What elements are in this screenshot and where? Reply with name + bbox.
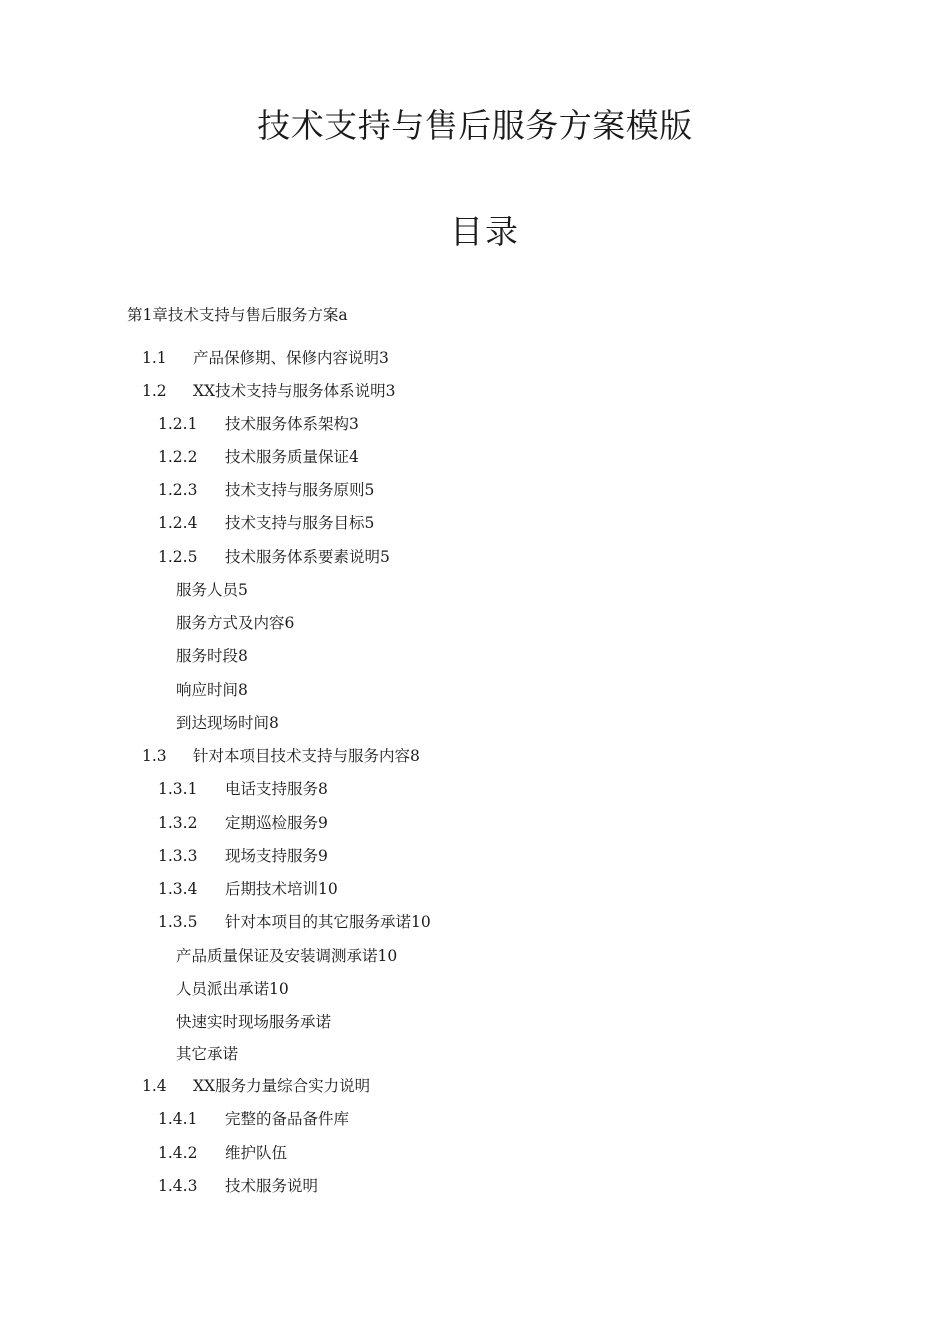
toc-entry-text: 现场支持服务9 [225,847,328,865]
toc-entry-number: 1.3.5 [158,913,198,931]
toc-entry-text: 到达现场时间8 [176,714,279,732]
toc-entry-number: 1.3.2 [158,814,198,832]
toc-entry-text: XX服务力量综合实力说明 [193,1077,371,1095]
toc-entry-text: 电话支持服务8 [225,780,328,798]
toc-entry[interactable] [176,646,248,666]
toc-entry-number: 1.3.1 [158,780,198,798]
toc-entry-text: 第1章技术支持与售后服务方案a [127,306,348,324]
toc-entry-number: 1.2.2 [158,448,198,466]
toc-entry-text: 产品保修期、保修内容说明3 [193,349,389,367]
toc-entry-text: XX技术支持与服务体系说明3 [193,382,396,400]
toc-entry[interactable] [176,713,279,733]
toc-entry[interactable] [176,1044,238,1064]
toc-entry[interactable] [158,447,359,467]
toc-entry[interactable] [158,480,374,500]
toc-heading: 目录 [450,212,520,251]
toc-entry-text: 技术服务体系架构3 [225,415,359,433]
toc-entry[interactable] [142,1076,370,1096]
toc-entry-number: 1.2 [142,382,167,400]
document-title: 技术支持与售后服务方案模版 [257,106,693,145]
toc-entry[interactable] [158,513,374,533]
toc-entry[interactable] [142,746,420,766]
toc-entry[interactable] [158,779,328,799]
toc-entry-number: 1.4.2 [158,1144,198,1162]
toc-entry-number: 1.2.4 [158,514,198,532]
toc-entry[interactable] [158,547,390,567]
toc-entry[interactable] [142,348,389,368]
toc-entry-text: 技术服务体系要素说明5 [225,548,390,566]
toc-entry-number: 1.1 [142,349,167,367]
toc-entry-number: 1.3.4 [158,880,198,898]
toc-entry[interactable] [127,305,348,325]
toc-entry-number: 1.4 [142,1077,167,1095]
toc-entry-text: 后期技术培训10 [225,880,338,898]
toc-entry-text: 响应时间8 [176,681,248,699]
toc-entry-number: 1.3 [142,747,167,765]
toc-entry[interactable] [176,580,248,600]
toc-entry-text: 针对本项目技术支持与服务内容8 [193,747,420,765]
toc-entry-number: 1.4.3 [158,1177,198,1195]
toc-entry[interactable] [158,1143,287,1163]
toc-entry[interactable] [176,613,294,633]
toc-entry-text: 产品质量保证及安装调测承诺10 [176,947,398,965]
toc-entry-text: 技术支持与服务原则5 [225,481,375,499]
toc-entry[interactable] [158,879,338,899]
toc-entry-text: 维护队伍 [225,1144,288,1162]
toc-entry-text: 其它承诺 [176,1045,239,1063]
toc-entry[interactable] [142,381,395,401]
toc-entry[interactable] [158,813,328,833]
toc-entry-text: 技术服务质量保证4 [225,448,359,466]
toc-entry-text: 快速实时现场服务承诺 [176,1013,332,1031]
toc-entry[interactable] [158,912,431,932]
toc-entry[interactable] [158,1176,318,1196]
toc-entry-text: 技术支持与服务目标5 [225,514,375,532]
toc-entry[interactable] [158,1109,349,1129]
toc-entry-text: 针对本项目的其它服务承诺10 [225,913,431,931]
toc-entry[interactable] [158,414,359,434]
toc-entry-text: 完整的备品备件库 [225,1110,350,1128]
toc-entry[interactable] [176,946,397,966]
toc-entry-text: 服务时段8 [176,647,248,665]
toc-entry-number: 1.4.1 [158,1110,198,1128]
toc-entry-number: 1.2.1 [158,415,198,433]
toc-entry-text: 服务人员5 [176,581,248,599]
toc-entry-number: 1.2.5 [158,548,198,566]
toc-entry[interactable] [176,1012,331,1032]
toc-entry[interactable] [176,680,248,700]
toc-entry-number: 1.2.3 [158,481,198,499]
toc-entry-text: 定期巡检服务9 [225,814,328,832]
toc-entry-text: 服务方式及内容6 [176,614,295,632]
toc-entry-text: 技术服务说明 [225,1177,319,1195]
toc-entry[interactable] [158,846,328,866]
toc-entry-text: 人员派出承诺10 [176,980,289,998]
toc-entry[interactable] [176,979,289,999]
toc-entry-number: 1.3.3 [158,847,198,865]
